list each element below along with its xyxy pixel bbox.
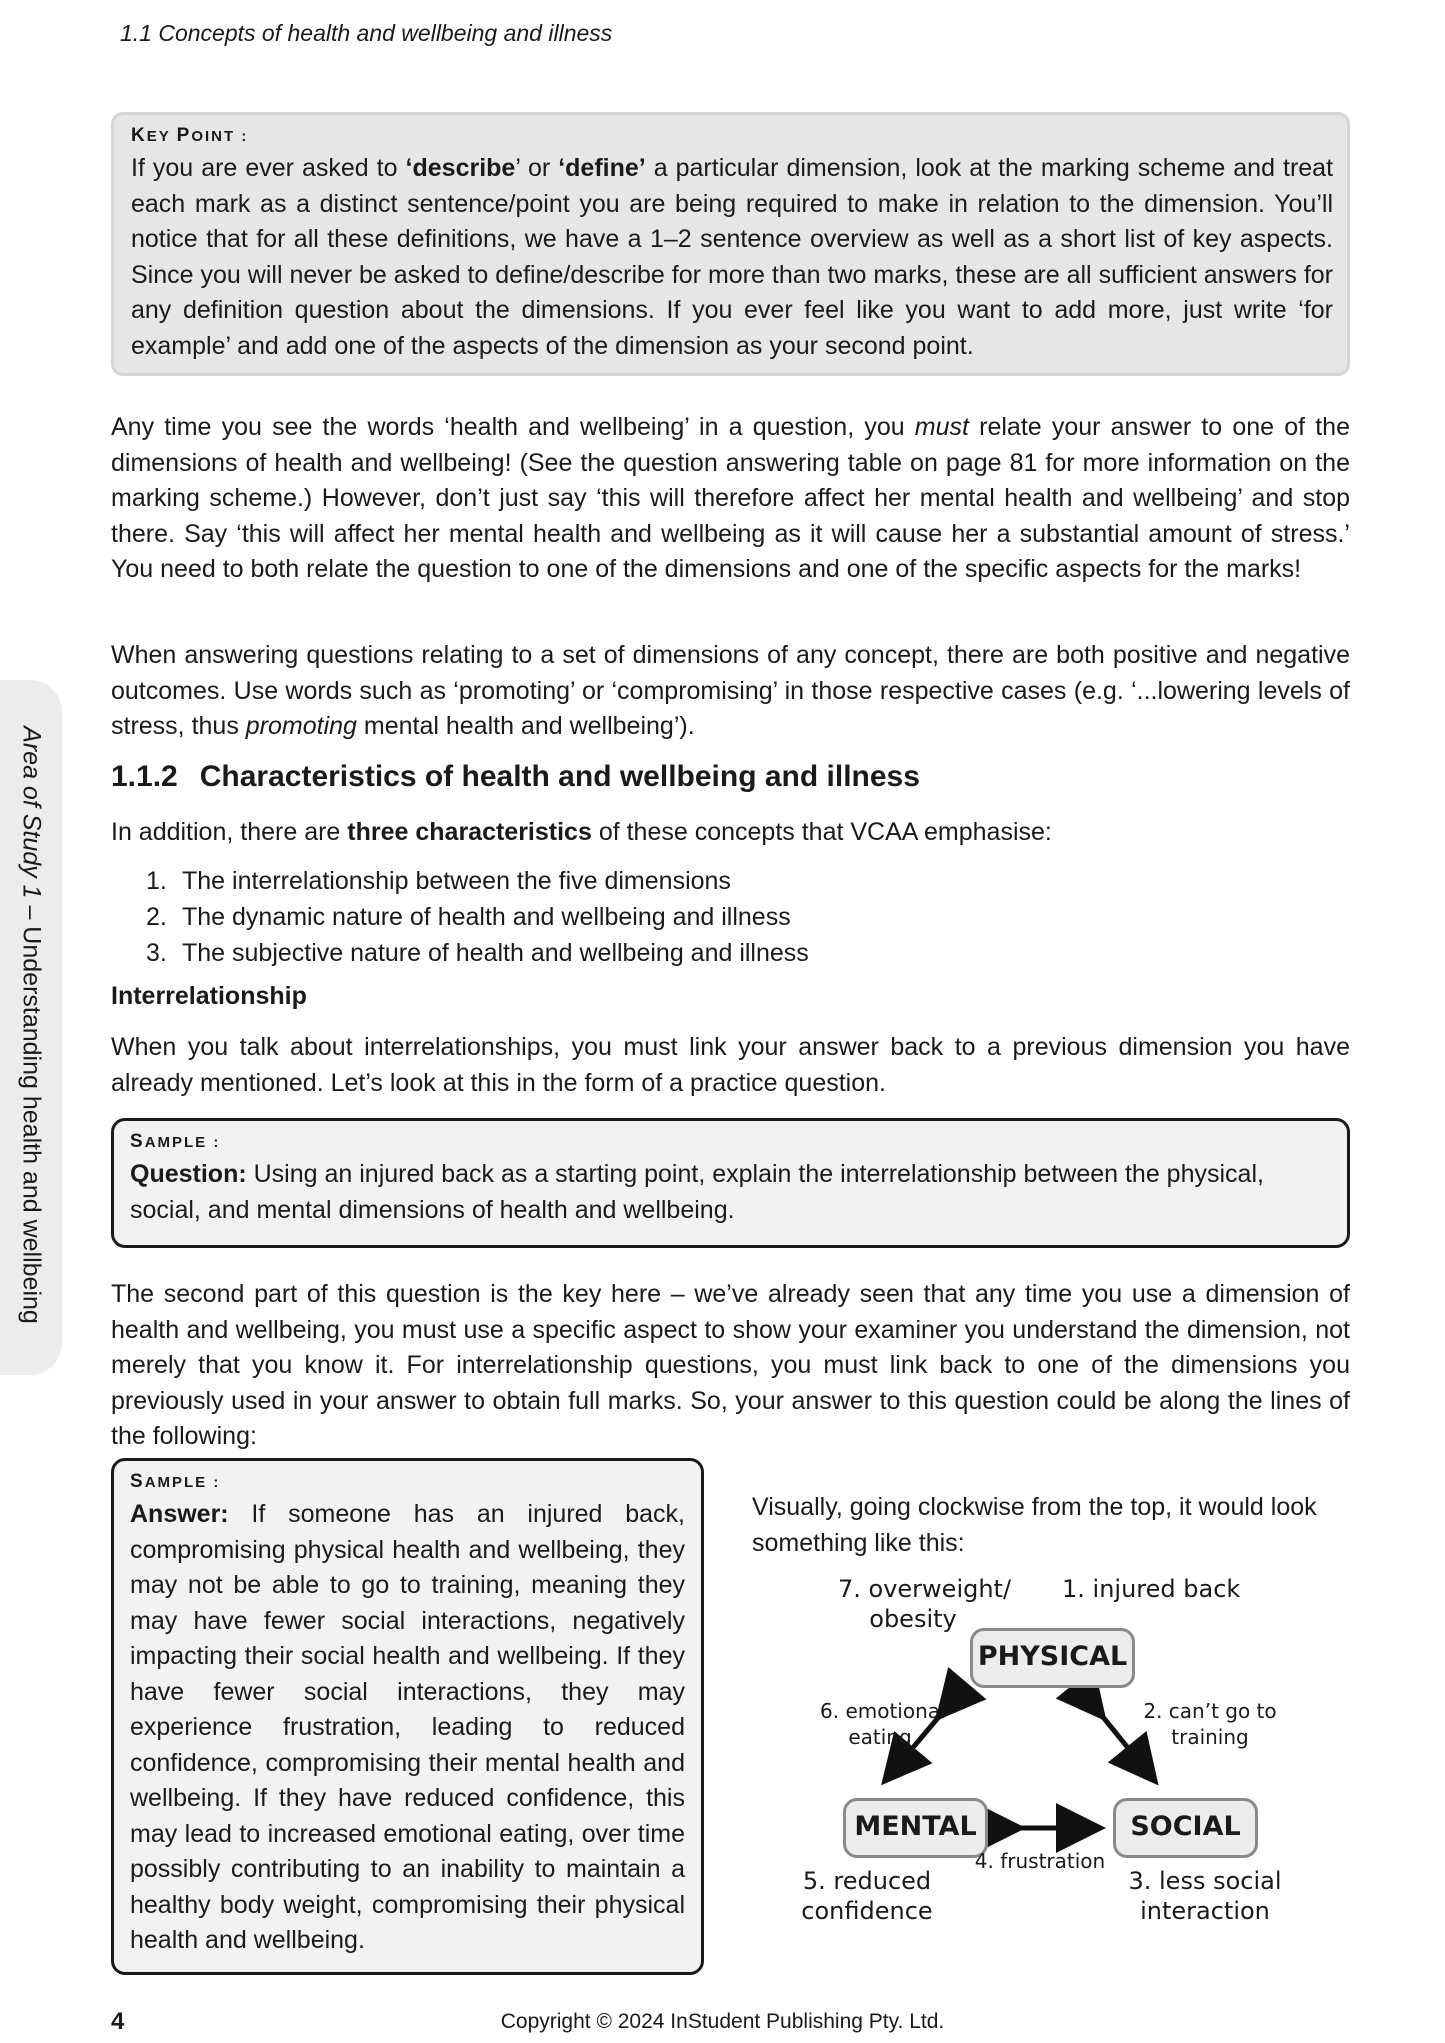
text-run: of these concepts that VCAA emphasise: [591,818,1052,846]
paragraph-health-wellbeing [111,410,1350,588]
node-social: SOCIAL [1113,1798,1258,1858]
sample-answer-box [111,1458,704,1975]
label-part: K [131,125,147,146]
text-run: relate your answer to one of the dimensions of health and wellbeing! (See the question answering table on page 81 for more information on the marking scheme.) However, don’t just say ‘this will therefore affect her mental health and wellbeing’ and stop there. Say ‘this will affect her mental health and wellbeing as it will cause her a substantial amount of stress.’ You need to both relate the question to one of the dimensions and one of the specific aspects for the marks! [111,413,1350,583]
list-number: 1. [146,867,167,895]
emphasis: promoting [245,712,357,740]
label-part: S [130,1131,145,1152]
label-line: 7. overweight/ [838,1575,1012,1603]
subheading-interrelationship: Interrelationship [111,982,307,1010]
list-item [146,863,809,899]
text-run: If someone has an injured back, compromising physical health and wellbeing, they may not be able to go to training, meaning they may have fewer social interactions, negatively impacting their social health and wellbeing. If they have fewer social interactions, they may experience frustration, leading to reduced confidence, compromising their mental health and wellbeing. If they have reduced confidence, this may lead to increased emotional eating, over time possibly contributing to an inability to maintain a healthy body weight, compromising their physical health and wellbeing. [130,1500,685,1954]
label-part: AMPLE : [144,1474,221,1491]
list-text: The dynamic nature of health and wellbeing and illness [182,903,791,931]
text-run: a particular dimension, look at the marking scheme and treat each mark as a distinct sentence/point you are being required to make in relation to the dimension. You’ll notice that for all these definitions, we have a 1–2 sentence overview as well as a short list of key aspects. Since you will never be asked to define/describe for more than two marks, these are all sufficient answers for any definition question about the dimensions. If you ever feel like you want to add more, just write ‘for example’ and add one of the aspects of the dimension as your second point. [131,154,1334,360]
sample-label [130,1471,685,1493]
paragraph-dimensions [111,638,1350,745]
node-mental: MENTAL [843,1798,988,1858]
list-item [146,899,809,935]
section-heading [111,760,920,794]
interrelationship-diagram [780,1570,1300,1940]
characteristics-list [146,863,809,971]
label-line: 2. can’t go to [1143,1699,1277,1723]
label-line: interaction [1140,1897,1270,1925]
list-text: The interrelationship between the five dimensions [182,867,731,895]
section-number: 1.1.2 [111,760,178,793]
bold-term-define: ‘define’ [558,154,646,182]
label-reduced-confidence [792,1866,942,1926]
running-head: 1.1 Concepts of health and wellbeing and illness [120,20,613,46]
arrow-physical-social [1094,1706,1146,1770]
visual-caption: Visually, going clockwise from the top, it would look something like this: [752,1493,1317,1557]
label-emotional-eating [820,1698,946,1750]
label-line: confidence [801,1897,933,1925]
label-less-social-interaction [1120,1866,1290,1926]
key-point-box [111,112,1350,376]
label-line: obesity [869,1605,957,1633]
text-run: When answering questions relating to a set of dimensions of any concept, there are both positive and negative outcomes. Use words such as ‘promoting’ or ‘compromising’ in those respective cases (e.g. ‘...lowering levels of stress, thus [111,641,1350,740]
text-run: Any time you see the words ‘health and wellbeing’ in a question, you [111,413,915,441]
section-title: Characteristics of health and wellbeing and illness [199,760,920,793]
copyright-notice: Copyright © 2024 InStudent Publishing Pty. Ltd. [500,2010,945,2033]
label-line: eating [848,1725,912,1749]
sample-question-text [130,1157,1333,1228]
text-run: If you are ever asked to [131,154,406,182]
label-part: EY [146,128,177,145]
bold-term-describe: ‘describe [405,154,516,182]
paragraph-interrelationships: When you talk about interrelationships, you must link your answer back to a previous dimension you have already mentioned. Let’s look at this in the form of a practice question. [111,1033,1350,1097]
sample-label [130,1131,1333,1153]
text-run: In addition, there are [111,818,348,846]
list-number: 3. [146,939,167,967]
text-run: mental health and wellbeing’). [356,712,695,740]
key-point-text [131,151,1333,364]
text-run: ’ or [515,154,559,182]
paragraph-second-part: The second part of this question is the key here – we’ve already seen that any time you use a dimension of health and wellbeing, you must use a specific aspect to show your examiner you understand the dimension, not merely that you know it. For interrelationship questions, you must link back to one of the dimensions you previously used in your answer to obtain full marks. So, your answer to this question could be along the lines of the following: [111,1280,1350,1450]
label-part: AMPLE : [144,1134,221,1151]
key-point-label [131,125,1333,147]
bold-phrase: three characteristics [347,818,592,846]
label-part: OINT : [191,128,249,145]
list-number: 2. [146,903,167,931]
label-overweight-obesity [838,1574,1012,1634]
text-run: Using an injured back as a starting point, explain the interrelationship between the physical, social, and mental dimensions of health and wellbeing. [130,1160,1264,1224]
side-tab-rest: – Understanding health and wellbeing [17,898,46,1324]
label-cant-go-training [1140,1698,1280,1750]
list-text: The subjective nature of health and wellbeing and illness [182,939,809,967]
label-line: 3. less social [1128,1867,1282,1895]
label-frustration: 4. frustration [974,1849,1106,1873]
side-tab-title [17,726,46,1324]
label-part: S [130,1471,145,1492]
list-item [146,935,809,971]
intro-paragraph [111,815,1350,851]
page-number: 4 [111,2008,125,2035]
label-line: training [1171,1725,1249,1749]
node-physical: PHYSICAL [970,1628,1135,1688]
label-injured-back: 1. injured back [1062,1575,1241,1603]
sample-question-box [111,1118,1350,1248]
question-lead: Question: [130,1160,247,1188]
label-line: 6. emotional [820,1699,946,1723]
side-tab-italic: Area of Study 1 [17,726,46,899]
answer-lead: Answer: [130,1500,229,1528]
label-line: 5. reduced [802,1867,932,1895]
emphasis: must [914,413,969,441]
sample-answer-text [130,1497,685,1959]
label-part: P [176,125,192,146]
